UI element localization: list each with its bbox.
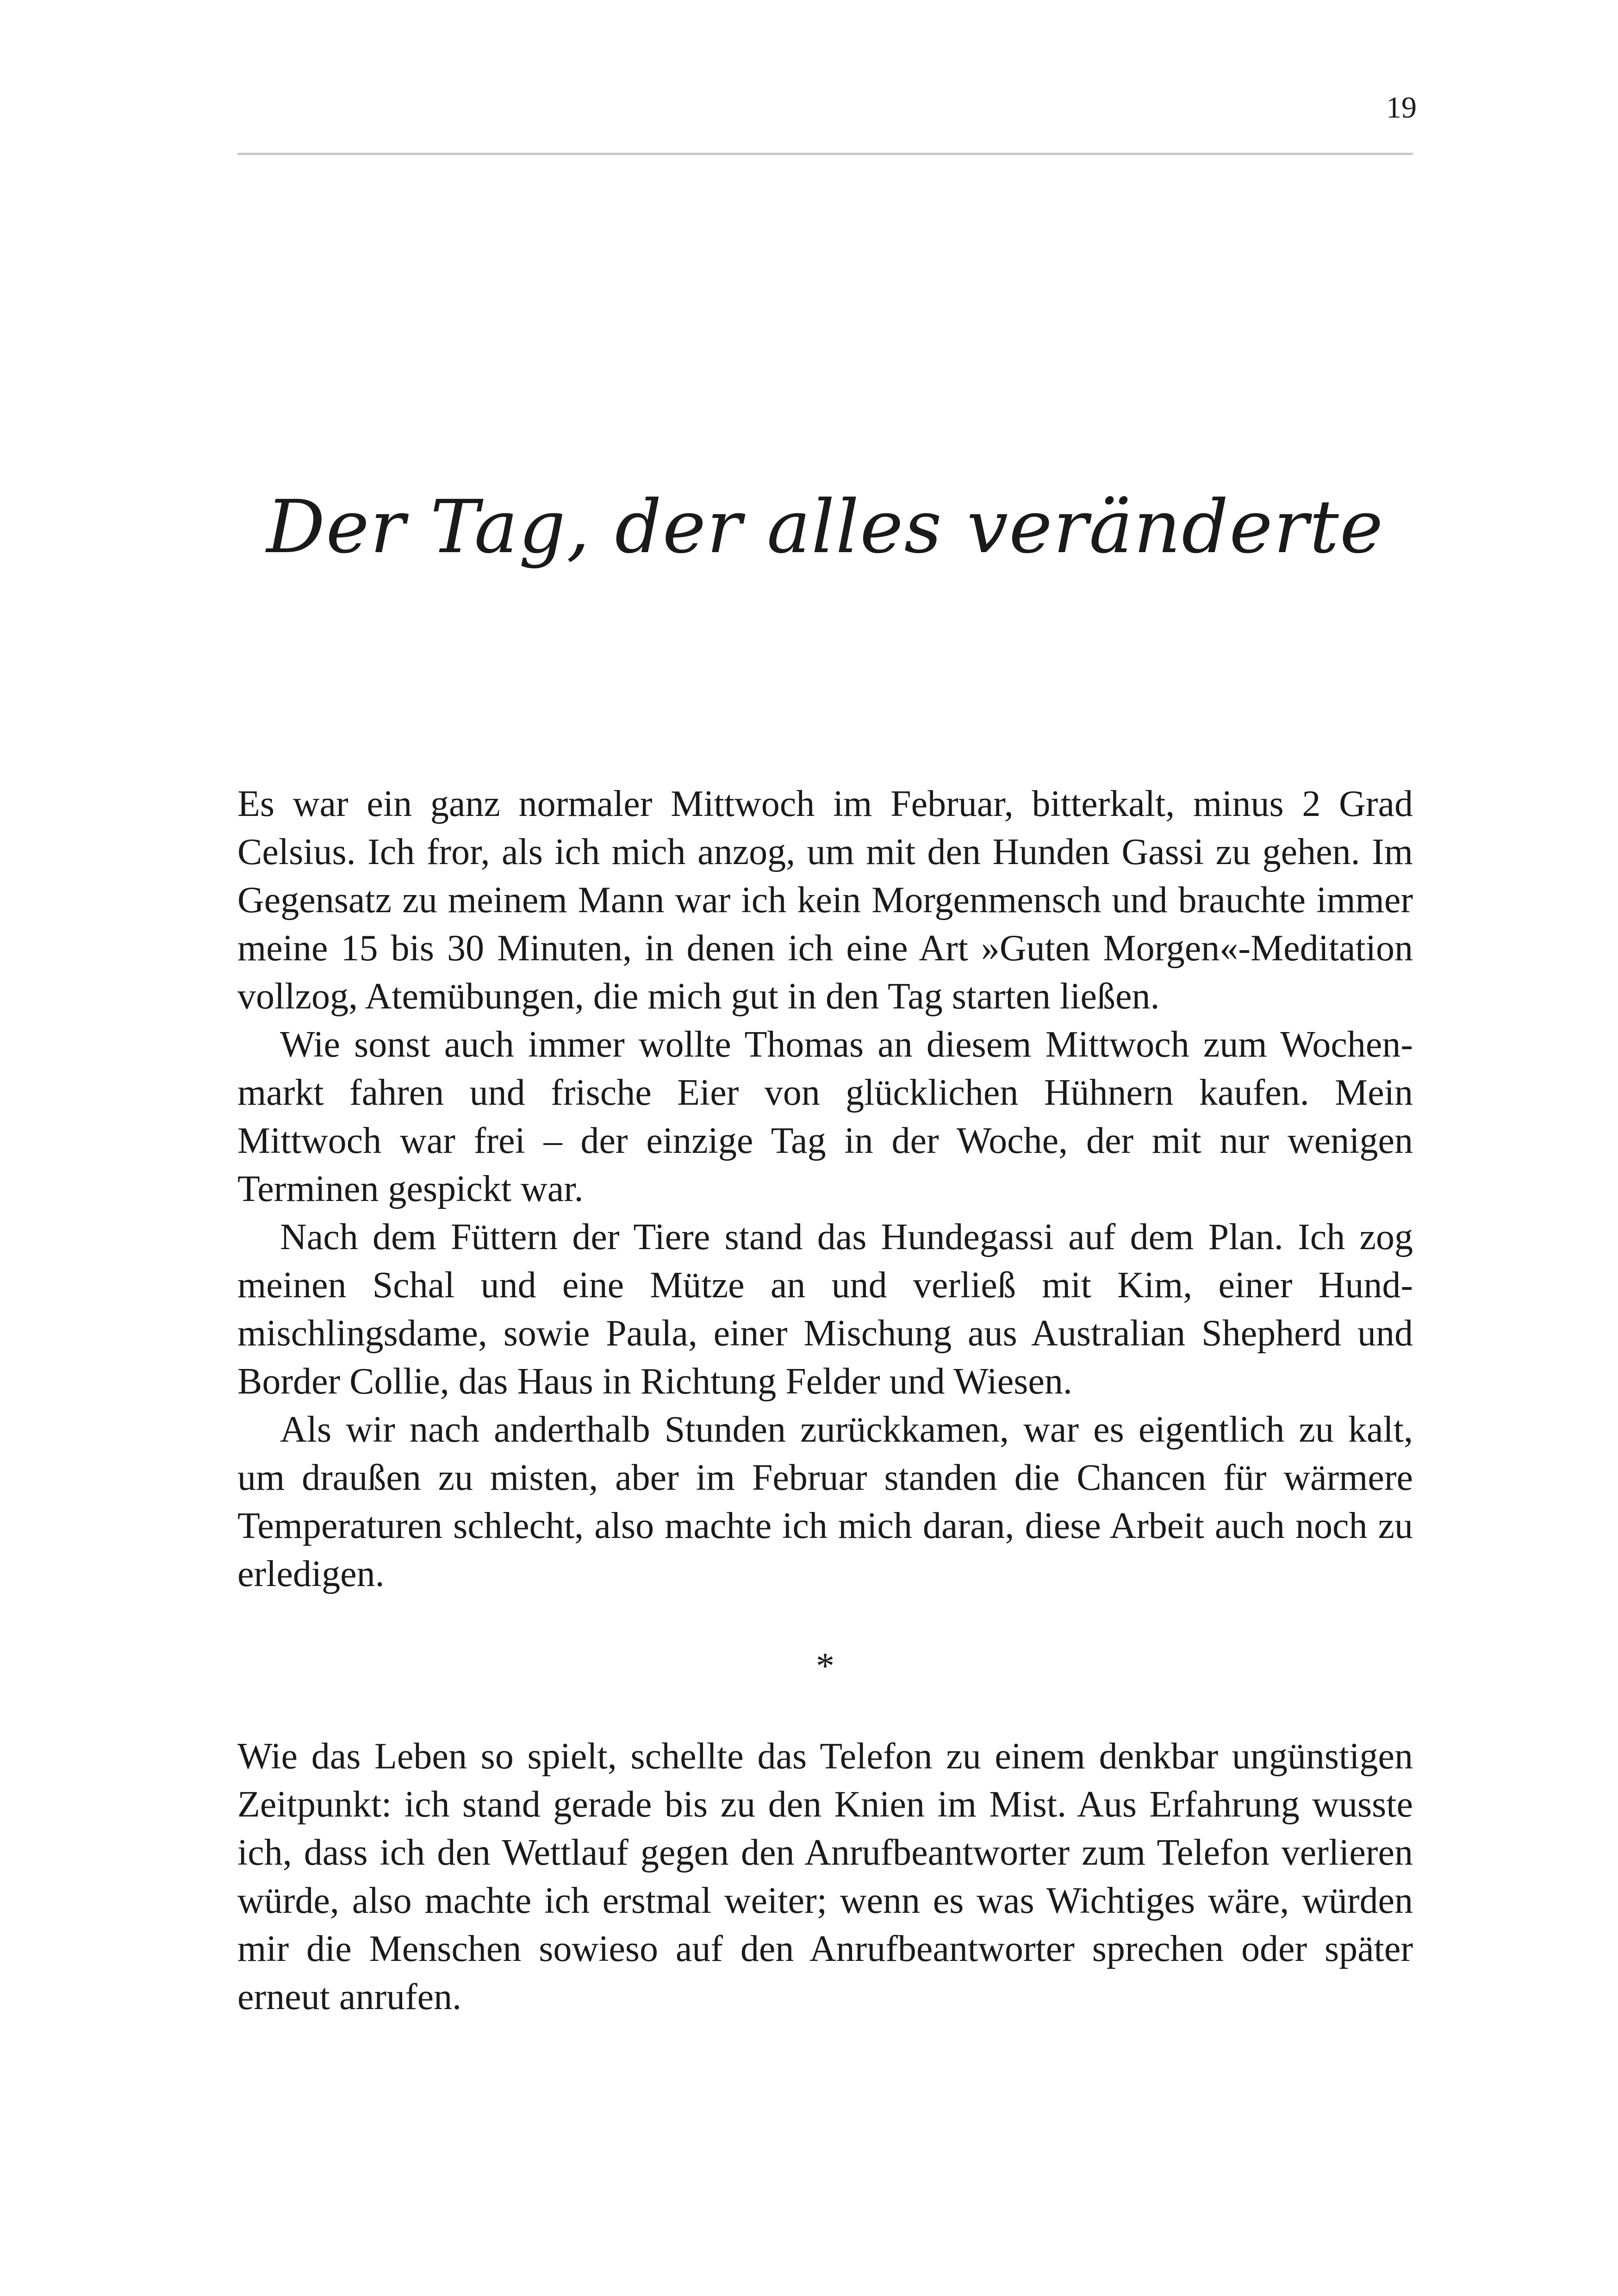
body-text-section-2 — [237, 1732, 1413, 2021]
paragraph: Wie das Leben so spielt, schellte das Telefon zu einem denkbar ungünstigen Zeitpunkt: ich stand gerade bis zu den Knien im Mist. Aus Erfahrung wusste ich, dass ich den Wettlauf gegen den Anrufbeantworter zum Telefon verlieren würde, also machte ich erstmal weiter; wenn es was Wichtiges wäre, würden mir die Menschen sowieso auf den Anrufbeantworter sprechen oder später erneut anrufen. — [237, 1736, 1413, 2017]
paragraph: Es war ein ganz normaler Mittwoch im Februar, bitterkalt, minus 2 Grad Celsius. Ich fror, als ich mich anzog, um mit den Hunden Gassi zu gehen. Im Gegensatz zu meinem Mann war ich kein Morgenmensch und brauchte immer meine 15 bis 30 Minuten, in denen ich eine Art »Guten Morgen«-Meditation vollzog, Atemübungen, die mich gut in den Tag starten ließen. — [237, 784, 1413, 1017]
chapter-title: Der Tag, der alles veränderte — [266, 485, 1384, 570]
paragraph: Wie sonst auch immer wollte Thomas an diesem Mittwoch zum Wochenmarkt fahren und frische Eier von glücklichen Hühnern kaufen. Mein Mittwoch war frei – der einzige Tag in der Woche, der mit nur wenigen Terminen gespickt war. — [237, 1024, 1413, 1209]
scene-break-asterisk: * — [816, 1646, 834, 1686]
header-rule — [237, 153, 1413, 155]
paragraph: Nach dem Füttern der Tiere stand das Hundegassi auf dem Plan. Ich zog meinen Schal und eine Mütze an und verließ mit Kim, einer Hundmischlingsdame, sowie Paula, einer Mischung aus Australian Shepherd und Border Collie, das Haus in Richtung Felder und Wiesen. — [237, 1217, 1413, 1402]
page-number: 19 — [1386, 91, 1417, 124]
body-text-section-1 — [237, 780, 1413, 1598]
paragraph: Als wir nach anderthalb Stunden zurückkamen, war es eigentlich zu kalt, um draußen zu misten, aber im Februar standen die Chancen für wärmere Temperaturen schlecht, also machte ich mich daran, diese Arbeit auch noch zu erledigen. — [237, 1409, 1413, 1594]
